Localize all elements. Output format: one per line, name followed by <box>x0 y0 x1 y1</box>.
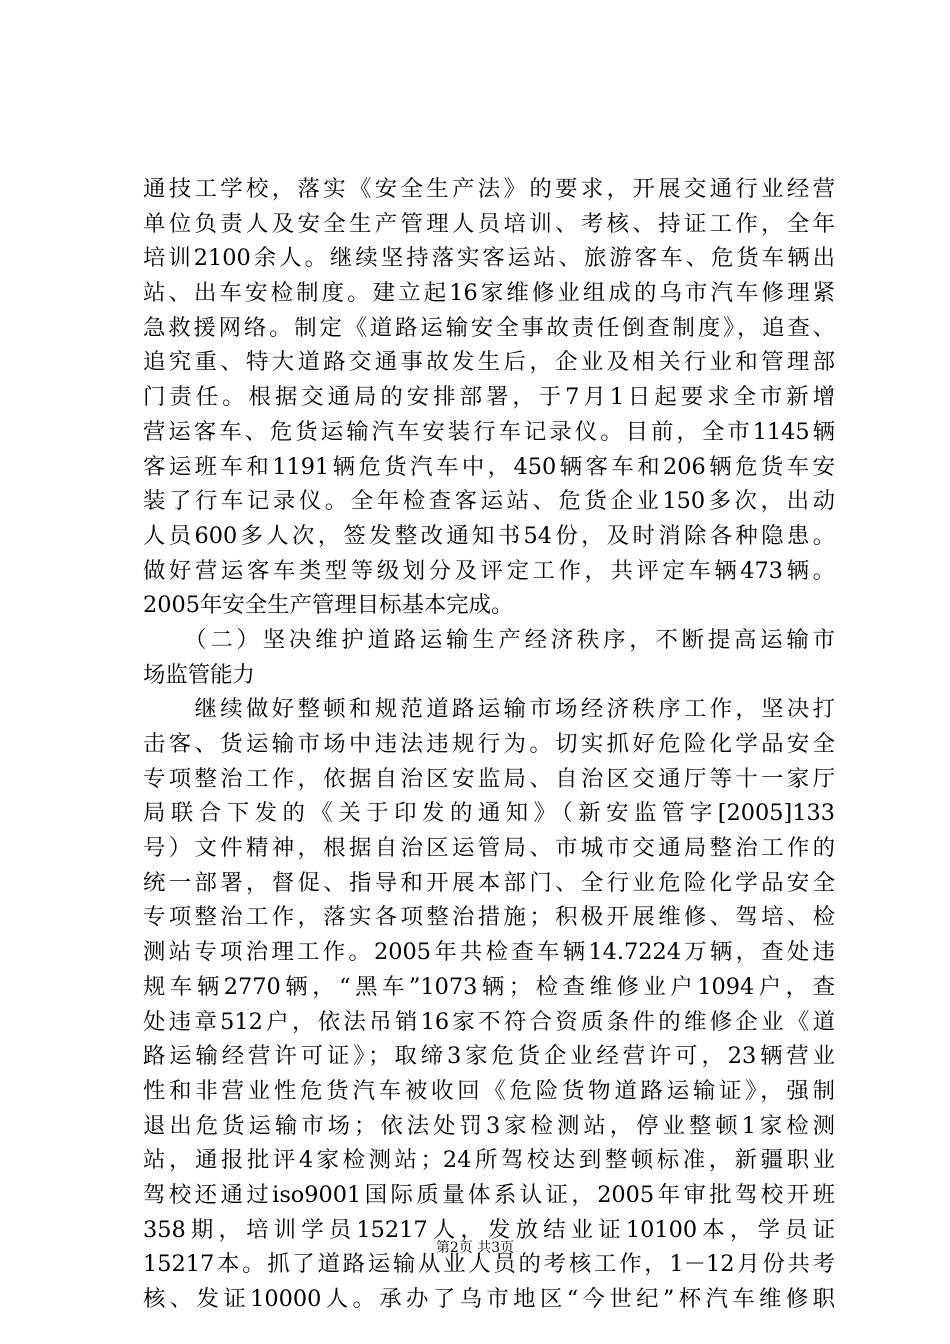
text-line: 测站专项治理工作。2005年共检查车辆14.7224万辆，查处违 <box>143 939 835 966</box>
text-line: 客运班车和1191辆危货汽车中，450辆客车和206辆危货车安 <box>143 453 835 480</box>
text-line: 退出危货运输市场；依法处罚3家检测站，停业整顿1家检测 <box>143 1112 835 1139</box>
text-line: 专项整治工作，落实各项整治措施；积极开展维修、驾培、检 <box>143 904 835 931</box>
text-line: 358期，培训学员15217人，发放结业证10100本，学员证 <box>143 1216 835 1243</box>
text-line: 15217本。抓了道路运输从业人员的考核工作，1－12月份共考 <box>143 1251 835 1278</box>
text-line: 核、发证10000人。承办了乌市地区“今世纪”杯汽车维修职 <box>143 1286 835 1312</box>
text-line: 局联合下发的《关于印发的通知》（新安监管字[2005]133 <box>143 800 835 827</box>
text-line: 号）文件精神，根据自治区运管局、市城市交通局整治工作的 <box>143 835 835 862</box>
text-line: 培训2100余人。继续坚持落实客运站、旅游客车、危货车辆出 <box>143 245 835 272</box>
text-line: 装了行车记录仪。全年检查客运站、危货企业150多次，出动 <box>143 488 835 515</box>
text-line: 追究重、特大道路交通事故发生后，企业及相关行业和管理部 <box>143 349 835 376</box>
text-line: 击客、货运输市场中违法违规行为。切实抓好危险化学品安全 <box>143 731 835 757</box>
text-line: 通技工学校，落实《安全生产法》的要求，开展交通行业经营 <box>143 176 835 202</box>
text-line: 统一部署，督促、指导和开展本部门、全行业危险化学品安全 <box>143 869 835 896</box>
text-line: 单位负责人及安全生产管理人员培训、考核、持证工作，全年 <box>143 210 835 237</box>
page-footer: 第2页 共3页 <box>435 1240 515 1256</box>
document-body <box>143 172 835 1317</box>
text-line: 驾校还通过iso9001国际质量体系认证，2005年审批驾校开班 <box>143 1181 835 1208</box>
text-line: （二）坚决维护道路运输生产经济秩序，不断提高运输市 <box>143 626 835 653</box>
text-line: 场监管能力 <box>143 661 255 688</box>
text-line: 站、出车安检制度。建立起16家维修业组成的乌市汽车修理紧 <box>143 280 835 307</box>
text-line: 站，通报批评4家检测站；24所驾校达到整顿标准，新疆职业 <box>143 1147 835 1174</box>
text-line: 规车辆2770辆，“黑车”1073辆；检查维修业户1094户，查 <box>143 973 835 1000</box>
text-line: 急救援网络。制定《道路运输安全事故责任倒查制度》，追查、 <box>143 314 835 341</box>
text-line: 门责任。根据交通局的安排部署，于7月1日起要求全市新增 <box>143 384 835 411</box>
text-line: 2005年安全生产管理目标基本完成。 <box>143 592 514 619</box>
text-line: 做好营运客车类型等级划分及评定工作，共评定车辆473辆。 <box>143 557 835 584</box>
text-line: 专项整治工作，依据自治区安监局、自治区交通厅等十一家厅 <box>143 765 835 792</box>
text-line: 营运客车、危货运输汽车安装行车记录仪。目前，全市1145辆 <box>143 418 835 445</box>
text-line: 人员600多人次，签发整改通知书54份，及时消除各种隐患。 <box>143 522 835 549</box>
text-line: 继续做好整顿和规范道路运输市场经济秩序工作，坚决打 <box>143 696 835 723</box>
text-line: 路运输经营许可证》；取缔3家危货企业经营许可，23辆营业 <box>143 1043 835 1070</box>
text-line: 性和非营业性危货汽车被收回《危险货物道路运输证》，强制 <box>143 1077 835 1104</box>
text-line: 处违章512户，依法吊销16家不符合资质条件的维修企业《道 <box>143 1008 835 1035</box>
